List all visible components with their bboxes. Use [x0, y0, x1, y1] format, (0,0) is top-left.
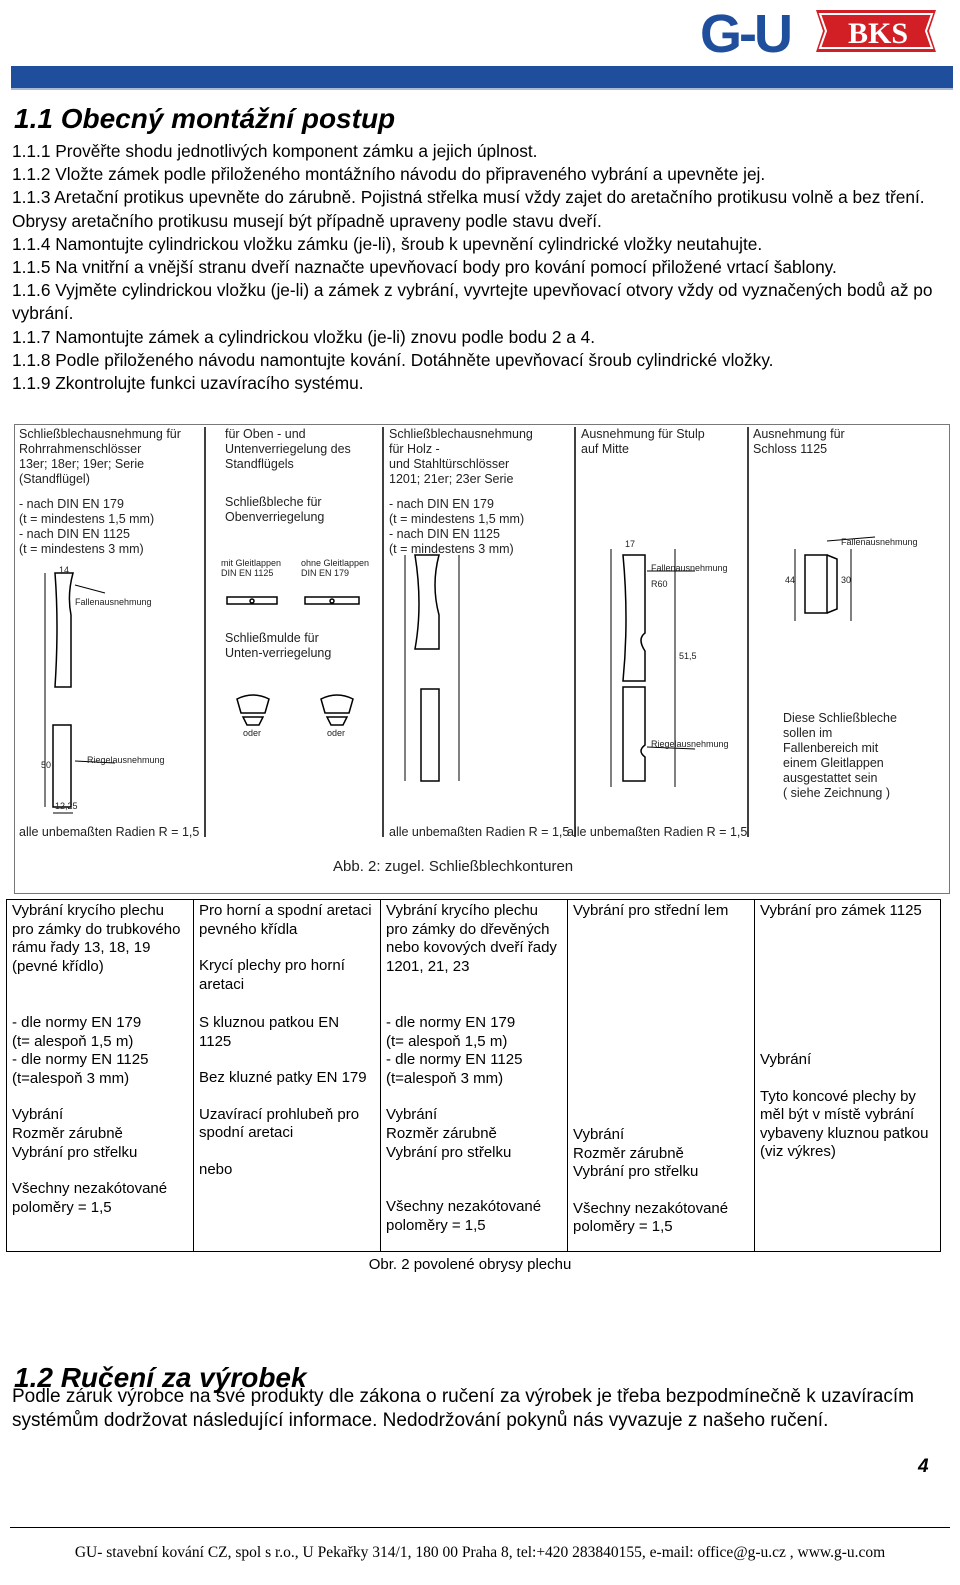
cell-line: Všechny nezakótované poloměry = 1,5: [573, 1199, 729, 1236]
step-item: 1.1.8 Podle přiloženého návodu namontujte kování. Dotáhněte upevňovací šroub cylindrické vložky.: [12, 349, 774, 370]
col2-option-2: ohne Gleitlappen DIN EN 179: [301, 558, 370, 578]
table-cell: [755, 1012, 941, 1252]
step-item: 1.1.2 Vložte zámek podle přiloženého montážního návodu do připraveného vybrání a upevněte jej.: [12, 164, 766, 185]
dim-44-label: 44: [785, 575, 796, 585]
col5-latch-label: Fallenausnehmung: [841, 537, 918, 547]
dim-30-label: 30: [841, 575, 852, 585]
col1-norms: - nach DIN EN 179 (t = mindestens 1,5 mm) - nach DIN EN 1125 (t = mindestens 3 mm): [19, 497, 155, 556]
table-cell: [7, 1012, 194, 1252]
table-row: [7, 900, 941, 1013]
logo-bks-text: BKS: [847, 17, 909, 50]
col2-option-1: mit Gleitlappen DIN EN 1125: [221, 558, 282, 578]
cell-line: nebo: [199, 1160, 233, 1178]
col2-or-1: oder: [243, 728, 262, 738]
cell-line: Vybrání Rozměr zárubně Vybrání pro střelku: [12, 1106, 138, 1161]
step-list: [12, 140, 947, 395]
step-item: 1.1.5 Na vnitřní a vnější stranu dveří naznačte upevňovací body pro kování pomocí přiložené vrtací šablony.: [12, 257, 837, 278]
table-cell: Vybrání krycího plechu pro zámky do dřevěných nebo kovových dveří řady 1201, 21, 23: [381, 900, 568, 1013]
col1-title: Schließblechausnehmung für Rohrrahmenschlösser 13er; 18er; 19er; Serie (Standflügel): [19, 427, 181, 486]
col4-radii: alle unbemaßten Radien R = 1,5: [567, 825, 748, 839]
table-cell: [194, 1012, 381, 1252]
table-cell: [194, 900, 381, 1013]
col2-top-title: Schließbleche für Obenverriegelung: [225, 495, 325, 524]
logo-gu-text: G-U: [700, 4, 790, 60]
table-caption: Obr. 2 povolené obrysy plechu: [368, 1256, 572, 1273]
footer: GU- stavební kování CZ, spol s r.o., U Pekařky 314/1, 180 00 Praha 8, tel:+420 283840155, e-mail: office@g-u.cz , www.g-u.com: [74, 1544, 886, 1561]
step-item: 1.1.4 Namontujte cylindrickou vložku zámku (je-li), šroub k upevnění cylindrické vložky neutahujte.: [12, 233, 763, 254]
cell-line: Pro horní a spodní aretaci pevného křídla: [199, 902, 372, 938]
col3-radii: alle unbemaßten Radien R = 1,5: [389, 825, 570, 839]
cell-line: Vybrání: [760, 1051, 812, 1068]
section-title: 1.2 Ručení za výrobek: [14, 1362, 307, 1393]
col5-title: Ausnehmung für Schloss 1125: [753, 427, 845, 456]
col4-radius-label: R60: [651, 579, 668, 589]
dim-14-label: 14: [59, 565, 70, 575]
cell-line: Bez kluzné patky EN 179: [199, 1069, 367, 1087]
cell-line: - dle normy EN 179 (t= alespoň 1,5 m) - dle normy EN 1125 (t=alespoň 3 mm): [12, 1014, 149, 1087]
gu-bks-logo: [700, 2, 940, 60]
cell-line: Vybrání Rozměr zárubně Vybrání pro střelku: [573, 1126, 699, 1181]
cell-line: Tyto koncové plechy by měl být v místě vybrání vybaveny kluznou patkou (viz výkres): [760, 1087, 929, 1161]
drawing-lines: [15, 425, 949, 893]
col1-bolt-label: Riegelausnehmung: [87, 755, 165, 765]
liability-text: Podle záruk výrobce na své produkty dle zákona o ručení za výrobek je třeba bezpodmínečně k uzavíracím systémům dodržovat následující informace. Nedodržování pokynů nás vyvazuje z našeho ručení.: [12, 1386, 914, 1431]
col1-latch-label: Fallenausnehmung: [75, 597, 152, 607]
figure-caption: Abb. 2: zugel. Schließblechkonturen: [333, 858, 574, 875]
table-cell: Vybrání krycího plechu pro zámky do trubkového rámu řady 13, 18, 19 (pevné křídlo): [7, 900, 194, 1013]
col2-bottom-title: Schließmulde für Unten-verriegelung: [225, 631, 332, 660]
col1-radii: alle unbemaßten Radien R = 1,5: [19, 825, 200, 839]
cell-line: Všechny nezakótované poloměry = 1,5: [386, 1198, 542, 1234]
col3-norms: - nach DIN EN 179 (t = mindestens 1,5 mm) - nach DIN EN 1125 (t = mindestens 3 mm): [389, 497, 525, 556]
table-cell: Vybrání pro zámek 1125: [755, 900, 941, 1013]
col2-or-2: oder: [327, 728, 346, 738]
col4-bolt-label: Riegelausnehmung: [651, 739, 729, 749]
cell-line: - dle normy EN 179 (t= alespoň 1,5 m) - dle normy EN 1125 (t=alespoň 3 mm): [386, 1014, 523, 1087]
section-title: 1.1 Obecný montážní postup: [14, 103, 396, 134]
cell-line: Všechny nezakótované poloměry = 1,5: [12, 1180, 168, 1216]
col2-title: für Oben - und Untenverriegelung des Standflügels: [225, 427, 351, 471]
dim-12-label: 12,25: [55, 801, 78, 811]
step-item: 1.1.3 Aretační protikus upevněte do zárubně. Pojistná střelka musí vždy zajet do aretačního protikusu volně a bez tření. Obrysy aretačního protikusu musejí být případně upraveny podle stavu dveří.: [12, 187, 925, 231]
table-row: [7, 1012, 941, 1252]
strike-plate-drawing: [14, 424, 950, 894]
step-item: 1.1.7 Namontujte zámek a cylindrickou vložku (je-li) znovu podle bodu 2 a 4.: [12, 326, 596, 347]
step-item: 1.1.9 Zkontrolujte funkci uzavíracího systému.: [12, 373, 364, 394]
dim-51-label: 51,5: [679, 651, 697, 661]
table-cell: Vybrání pro střední lem: [568, 900, 755, 1013]
col4-latch-label: Fallenausnehmung: [651, 563, 728, 573]
col3-title: Schließblechausnehmung für Holz - und Stahltürschlösser 1201; 21er; 23er Serie: [389, 427, 533, 486]
footer-divider: [10, 1527, 950, 1528]
cell-line: Uzavírací prohlubeň pro spodní aretaci: [199, 1105, 360, 1142]
page-number: 4: [918, 1456, 929, 1477]
dim-17-label: 17: [625, 539, 636, 549]
table-cell: [381, 1012, 568, 1252]
dim-50-label: 50: [41, 760, 52, 770]
cell-line: Vybrání Rozměr zárubně Vybrání pro střelku: [386, 1106, 512, 1161]
col4-title: Ausnehmung für Stulp auf Mitte: [581, 427, 705, 456]
cell-line: Krycí plechy pro horní aretaci: [199, 957, 345, 993]
step-item: 1.1.6 Vyjměte cylindrickou vložku (je-li) a zámek z vybrání, vyvrtejte upevňovací otvory vždy od vyznačených bodů až po vybrání.: [12, 280, 933, 324]
cell-line: S kluznou patkou EN 1125: [199, 1014, 340, 1050]
requirements-table: [6, 899, 941, 1252]
header-bar: [11, 66, 953, 88]
step-item: 1.1.1 Prověřte shodu jednotlivých komponent zámku a jejich úplnost.: [12, 141, 538, 161]
table-cell: [568, 1012, 755, 1252]
col5-note: Diese Schließbleche sollen im Fallenbereich mit einem Gleitlappen ausgestattet sein ( siehe Zeichnung ): [783, 711, 897, 800]
